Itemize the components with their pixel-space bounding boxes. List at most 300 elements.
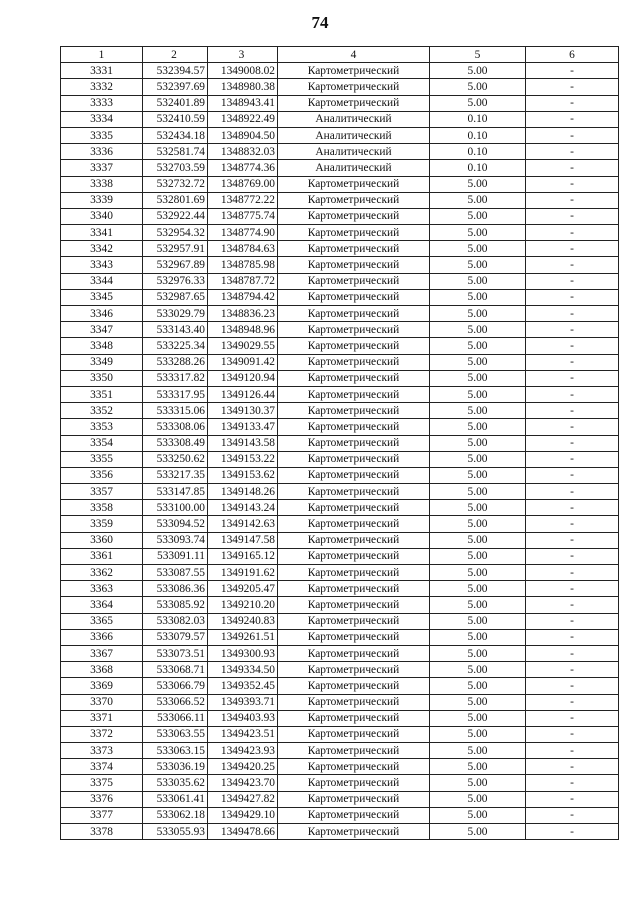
x-coordinate-cell: 532434.18 (143, 127, 208, 143)
x-coordinate-cell: 532801.69 (143, 192, 208, 208)
y-coordinate-cell: 1348775.74 (208, 208, 278, 224)
y-coordinate-cell: 1348922.49 (208, 111, 278, 127)
table-row (61, 678, 619, 694)
point-number-cell: 3377 (61, 807, 143, 823)
method-cell: Аналитический (278, 144, 430, 160)
table-row (61, 516, 619, 532)
accuracy-cell: 5.00 (430, 824, 526, 840)
accuracy-cell: 5.00 (430, 386, 526, 402)
table-row (61, 500, 619, 516)
method-cell: Картометрический (278, 500, 430, 516)
point-number-cell: 3344 (61, 273, 143, 289)
note-cell: - (526, 807, 619, 823)
method-cell: Картометрический (278, 338, 430, 354)
y-coordinate-cell: 1349143.24 (208, 500, 278, 516)
point-number-cell: 3339 (61, 192, 143, 208)
accuracy-cell: 5.00 (430, 370, 526, 386)
method-cell: Картометрический (278, 403, 430, 419)
table-row (61, 548, 619, 564)
y-coordinate-cell: 1349429.10 (208, 807, 278, 823)
y-coordinate-cell: 1349420.25 (208, 759, 278, 775)
table-row (61, 79, 619, 95)
y-coordinate-cell: 1348769.00 (208, 176, 278, 192)
table-body (61, 63, 619, 840)
accuracy-cell: 5.00 (430, 791, 526, 807)
note-cell: - (526, 354, 619, 370)
note-cell: - (526, 597, 619, 613)
x-coordinate-cell: 533066.11 (143, 710, 208, 726)
point-number-cell: 3352 (61, 403, 143, 419)
table-row (61, 581, 619, 597)
point-number-cell: 3338 (61, 176, 143, 192)
x-coordinate-cell: 533317.95 (143, 386, 208, 402)
x-coordinate-cell: 532922.44 (143, 208, 208, 224)
note-cell: - (526, 775, 619, 791)
note-cell: - (526, 824, 619, 840)
note-cell: - (526, 743, 619, 759)
x-coordinate-cell: 533062.18 (143, 807, 208, 823)
method-cell: Картометрический (278, 743, 430, 759)
note-cell: - (526, 645, 619, 661)
x-coordinate-cell: 532581.74 (143, 144, 208, 160)
y-coordinate-cell: 1349423.70 (208, 775, 278, 791)
y-coordinate-cell: 1348787.72 (208, 273, 278, 289)
accuracy-cell: 5.00 (430, 403, 526, 419)
note-cell: - (526, 694, 619, 710)
x-coordinate-cell: 533055.93 (143, 824, 208, 840)
accuracy-cell: 5.00 (430, 629, 526, 645)
note-cell: - (526, 257, 619, 273)
method-cell: Картометрический (278, 95, 430, 111)
note-cell: - (526, 370, 619, 386)
y-coordinate-cell: 1349423.51 (208, 726, 278, 742)
method-cell: Аналитический (278, 111, 430, 127)
table-row (61, 629, 619, 645)
x-coordinate-cell: 533225.34 (143, 338, 208, 354)
note-cell: - (526, 467, 619, 483)
y-coordinate-cell: 1348774.90 (208, 225, 278, 241)
y-coordinate-cell: 1349352.45 (208, 678, 278, 694)
table-row (61, 354, 619, 370)
point-number-cell: 3331 (61, 63, 143, 79)
note-cell: - (526, 484, 619, 500)
table-row (61, 241, 619, 257)
table-row (61, 419, 619, 435)
accuracy-cell: 0.10 (430, 127, 526, 143)
note-cell: - (526, 791, 619, 807)
method-cell: Картометрический (278, 532, 430, 548)
column-header-5: 5 (430, 47, 526, 63)
table-row (61, 63, 619, 79)
point-number-cell: 3365 (61, 613, 143, 629)
point-number-cell: 3353 (61, 419, 143, 435)
page-number: 74 (311, 13, 329, 32)
y-coordinate-cell: 1349205.47 (208, 581, 278, 597)
table-row (61, 694, 619, 710)
table-row (61, 807, 619, 823)
accuracy-cell: 5.00 (430, 532, 526, 548)
method-cell: Картометрический (278, 613, 430, 629)
point-number-cell: 3354 (61, 435, 143, 451)
accuracy-cell: 5.00 (430, 807, 526, 823)
table-row (61, 225, 619, 241)
x-coordinate-cell: 533066.79 (143, 678, 208, 694)
point-number-cell: 3368 (61, 662, 143, 678)
note-cell: - (526, 532, 619, 548)
accuracy-cell: 5.00 (430, 581, 526, 597)
point-number-cell: 3349 (61, 354, 143, 370)
table-row (61, 597, 619, 613)
x-coordinate-cell: 532967.89 (143, 257, 208, 273)
x-coordinate-cell: 533086.36 (143, 581, 208, 597)
point-number-cell: 3375 (61, 775, 143, 791)
point-number-cell: 3340 (61, 208, 143, 224)
table-row (61, 467, 619, 483)
table-row (61, 257, 619, 273)
accuracy-cell: 5.00 (430, 694, 526, 710)
note-cell: - (526, 613, 619, 629)
point-number-cell: 3370 (61, 694, 143, 710)
method-cell: Картометрический (278, 516, 430, 532)
accuracy-cell: 0.10 (430, 144, 526, 160)
accuracy-cell: 5.00 (430, 484, 526, 500)
note-cell: - (526, 273, 619, 289)
x-coordinate-cell: 533068.71 (143, 662, 208, 678)
x-coordinate-cell: 533091.11 (143, 548, 208, 564)
table-row (61, 95, 619, 111)
table-row (61, 565, 619, 581)
accuracy-cell: 5.00 (430, 257, 526, 273)
x-coordinate-cell: 533094.52 (143, 516, 208, 532)
point-number-cell: 3347 (61, 322, 143, 338)
note-cell: - (526, 111, 619, 127)
coordinates-table (60, 46, 619, 840)
table-row (61, 289, 619, 305)
y-coordinate-cell: 1349133.47 (208, 419, 278, 435)
note-cell: - (526, 565, 619, 581)
x-coordinate-cell: 532954.32 (143, 225, 208, 241)
x-coordinate-cell: 533217.35 (143, 467, 208, 483)
x-coordinate-cell: 533250.62 (143, 451, 208, 467)
method-cell: Картометрический (278, 306, 430, 322)
method-cell: Картометрический (278, 257, 430, 273)
note-cell: - (526, 710, 619, 726)
table-row (61, 192, 619, 208)
x-coordinate-cell: 533317.82 (143, 370, 208, 386)
method-cell: Картометрический (278, 662, 430, 678)
point-number-cell: 3350 (61, 370, 143, 386)
y-coordinate-cell: 1349334.50 (208, 662, 278, 678)
table-row (61, 726, 619, 742)
point-number-cell: 3371 (61, 710, 143, 726)
accuracy-cell: 5.00 (430, 548, 526, 564)
x-coordinate-cell: 532957.91 (143, 241, 208, 257)
y-coordinate-cell: 1349423.93 (208, 743, 278, 759)
method-cell: Картометрический (278, 548, 430, 564)
note-cell: - (526, 678, 619, 694)
x-coordinate-cell: 533093.74 (143, 532, 208, 548)
note-cell: - (526, 95, 619, 111)
note-cell: - (526, 176, 619, 192)
y-coordinate-cell: 1349091.42 (208, 354, 278, 370)
accuracy-cell: 5.00 (430, 597, 526, 613)
table-row (61, 710, 619, 726)
y-coordinate-cell: 1348794.42 (208, 289, 278, 305)
point-number-cell: 3360 (61, 532, 143, 548)
accuracy-cell: 5.00 (430, 645, 526, 661)
y-coordinate-cell: 1348904.50 (208, 127, 278, 143)
point-number-cell: 3334 (61, 111, 143, 127)
accuracy-cell: 5.00 (430, 63, 526, 79)
y-coordinate-cell: 1348772.22 (208, 192, 278, 208)
y-coordinate-cell: 1349147.58 (208, 532, 278, 548)
x-coordinate-cell: 533147.85 (143, 484, 208, 500)
x-coordinate-cell: 533073.51 (143, 645, 208, 661)
point-number-cell: 3345 (61, 289, 143, 305)
method-cell: Картометрический (278, 192, 430, 208)
table-row (61, 176, 619, 192)
table-row (61, 273, 619, 289)
accuracy-cell: 5.00 (430, 241, 526, 257)
table-row (61, 403, 619, 419)
method-cell: Картометрический (278, 726, 430, 742)
point-number-cell: 3372 (61, 726, 143, 742)
x-coordinate-cell: 533063.55 (143, 726, 208, 742)
point-number-cell: 3346 (61, 306, 143, 322)
y-coordinate-cell: 1348784.63 (208, 241, 278, 257)
y-coordinate-cell: 1348832.03 (208, 144, 278, 160)
note-cell: - (526, 581, 619, 597)
point-number-cell: 3362 (61, 565, 143, 581)
method-cell: Картометрический (278, 565, 430, 581)
note-cell: - (526, 548, 619, 564)
table-row (61, 824, 619, 840)
point-number-cell: 3342 (61, 241, 143, 257)
method-cell: Картометрический (278, 467, 430, 483)
method-cell: Картометрический (278, 759, 430, 775)
accuracy-cell: 0.10 (430, 111, 526, 127)
method-cell: Картометрический (278, 597, 430, 613)
table-header (61, 47, 619, 63)
accuracy-cell: 5.00 (430, 710, 526, 726)
table-row (61, 451, 619, 467)
column-header-2: 2 (143, 47, 208, 63)
accuracy-cell: 5.00 (430, 467, 526, 483)
y-coordinate-cell: 1349261.51 (208, 629, 278, 645)
note-cell: - (526, 144, 619, 160)
y-coordinate-cell: 1348836.23 (208, 306, 278, 322)
method-cell: Аналитический (278, 127, 430, 143)
point-number-cell: 3341 (61, 225, 143, 241)
table-row (61, 775, 619, 791)
point-number-cell: 3378 (61, 824, 143, 840)
method-cell: Картометрический (278, 354, 430, 370)
note-cell: - (526, 435, 619, 451)
note-cell: - (526, 127, 619, 143)
point-number-cell: 3336 (61, 144, 143, 160)
accuracy-cell: 5.00 (430, 208, 526, 224)
column-header-4: 4 (278, 47, 430, 63)
method-cell: Картометрический (278, 273, 430, 289)
point-number-cell: 3358 (61, 500, 143, 516)
accuracy-cell: 5.00 (430, 678, 526, 694)
note-cell: - (526, 160, 619, 176)
point-number-cell: 3333 (61, 95, 143, 111)
accuracy-cell: 5.00 (430, 225, 526, 241)
y-coordinate-cell: 1349427.82 (208, 791, 278, 807)
accuracy-cell: 0.10 (430, 160, 526, 176)
table-row (61, 338, 619, 354)
table-row (61, 662, 619, 678)
y-coordinate-cell: 1349143.58 (208, 435, 278, 451)
table-row (61, 532, 619, 548)
table-row (61, 322, 619, 338)
accuracy-cell: 5.00 (430, 451, 526, 467)
note-cell: - (526, 338, 619, 354)
x-coordinate-cell: 533061.41 (143, 791, 208, 807)
accuracy-cell: 5.00 (430, 500, 526, 516)
point-number-cell: 3361 (61, 548, 143, 564)
point-number-cell: 3337 (61, 160, 143, 176)
point-number-cell: 3367 (61, 645, 143, 661)
note-cell: - (526, 662, 619, 678)
accuracy-cell: 5.00 (430, 289, 526, 305)
x-coordinate-cell: 532401.89 (143, 95, 208, 111)
x-coordinate-cell: 533315.06 (143, 403, 208, 419)
method-cell: Картометрический (278, 225, 430, 241)
x-coordinate-cell: 533085.92 (143, 597, 208, 613)
point-number-cell: 3366 (61, 629, 143, 645)
table-row (61, 435, 619, 451)
table-row (61, 306, 619, 322)
note-cell: - (526, 516, 619, 532)
y-coordinate-cell: 1348774.36 (208, 160, 278, 176)
x-coordinate-cell: 533066.52 (143, 694, 208, 710)
note-cell: - (526, 322, 619, 338)
y-coordinate-cell: 1349300.93 (208, 645, 278, 661)
method-cell: Картометрический (278, 678, 430, 694)
y-coordinate-cell: 1349210.20 (208, 597, 278, 613)
x-coordinate-cell: 533079.57 (143, 629, 208, 645)
note-cell: - (526, 306, 619, 322)
point-number-cell: 3369 (61, 678, 143, 694)
table-row (61, 484, 619, 500)
column-header-3: 3 (208, 47, 278, 63)
point-number-cell: 3373 (61, 743, 143, 759)
x-coordinate-cell: 533029.79 (143, 306, 208, 322)
y-coordinate-cell: 1349120.94 (208, 370, 278, 386)
note-cell: - (526, 79, 619, 95)
accuracy-cell: 5.00 (430, 192, 526, 208)
note-cell: - (526, 241, 619, 257)
accuracy-cell: 5.00 (430, 743, 526, 759)
method-cell: Картометрический (278, 484, 430, 500)
accuracy-cell: 5.00 (430, 95, 526, 111)
point-number-cell: 3364 (61, 597, 143, 613)
method-cell: Картометрический (278, 370, 430, 386)
accuracy-cell: 5.00 (430, 273, 526, 289)
x-coordinate-cell: 532410.59 (143, 111, 208, 127)
y-coordinate-cell: 1349153.22 (208, 451, 278, 467)
table-row (61, 645, 619, 661)
method-cell: Аналитический (278, 160, 430, 176)
note-cell: - (526, 403, 619, 419)
accuracy-cell: 5.00 (430, 79, 526, 95)
method-cell: Картометрический (278, 435, 430, 451)
x-coordinate-cell: 533143.40 (143, 322, 208, 338)
accuracy-cell: 5.00 (430, 322, 526, 338)
y-coordinate-cell: 1349240.83 (208, 613, 278, 629)
x-coordinate-cell: 533087.55 (143, 565, 208, 581)
method-cell: Картометрический (278, 694, 430, 710)
y-coordinate-cell: 1349191.62 (208, 565, 278, 581)
table-row (61, 144, 619, 160)
method-cell: Картометрический (278, 386, 430, 402)
header-row (61, 47, 619, 63)
table-row (61, 759, 619, 775)
method-cell: Картометрический (278, 629, 430, 645)
x-coordinate-cell: 533100.00 (143, 500, 208, 516)
y-coordinate-cell: 1349130.37 (208, 403, 278, 419)
accuracy-cell: 5.00 (430, 565, 526, 581)
y-coordinate-cell: 1349126.44 (208, 386, 278, 402)
note-cell: - (526, 419, 619, 435)
x-coordinate-cell: 532703.59 (143, 160, 208, 176)
table-row (61, 743, 619, 759)
note-cell: - (526, 289, 619, 305)
y-coordinate-cell: 1349403.93 (208, 710, 278, 726)
y-coordinate-cell: 1348980.38 (208, 79, 278, 95)
x-coordinate-cell: 533308.06 (143, 419, 208, 435)
accuracy-cell: 5.00 (430, 419, 526, 435)
note-cell: - (526, 208, 619, 224)
method-cell: Картометрический (278, 79, 430, 95)
x-coordinate-cell: 532976.33 (143, 273, 208, 289)
method-cell: Картометрический (278, 322, 430, 338)
method-cell: Картометрический (278, 208, 430, 224)
method-cell: Картометрический (278, 710, 430, 726)
y-coordinate-cell: 1349478.66 (208, 824, 278, 840)
method-cell: Картометрический (278, 241, 430, 257)
point-number-cell: 3348 (61, 338, 143, 354)
column-header-1: 1 (61, 47, 143, 63)
x-coordinate-cell: 532397.69 (143, 79, 208, 95)
accuracy-cell: 5.00 (430, 775, 526, 791)
point-number-cell: 3357 (61, 484, 143, 500)
method-cell: Картометрический (278, 289, 430, 305)
note-cell: - (526, 629, 619, 645)
point-number-cell: 3374 (61, 759, 143, 775)
table-row (61, 386, 619, 402)
accuracy-cell: 5.00 (430, 613, 526, 629)
table-row (61, 160, 619, 176)
point-number-cell: 3332 (61, 79, 143, 95)
accuracy-cell: 5.00 (430, 726, 526, 742)
accuracy-cell: 5.00 (430, 435, 526, 451)
point-number-cell: 3359 (61, 516, 143, 532)
method-cell: Картометрический (278, 419, 430, 435)
accuracy-cell: 5.00 (430, 516, 526, 532)
accuracy-cell: 5.00 (430, 759, 526, 775)
y-coordinate-cell: 1349393.71 (208, 694, 278, 710)
method-cell: Картометрический (278, 176, 430, 192)
method-cell: Картометрический (278, 645, 430, 661)
y-coordinate-cell: 1348785.98 (208, 257, 278, 273)
table-row (61, 791, 619, 807)
y-coordinate-cell: 1348948.96 (208, 322, 278, 338)
method-cell: Картометрический (278, 791, 430, 807)
method-cell: Картометрический (278, 775, 430, 791)
